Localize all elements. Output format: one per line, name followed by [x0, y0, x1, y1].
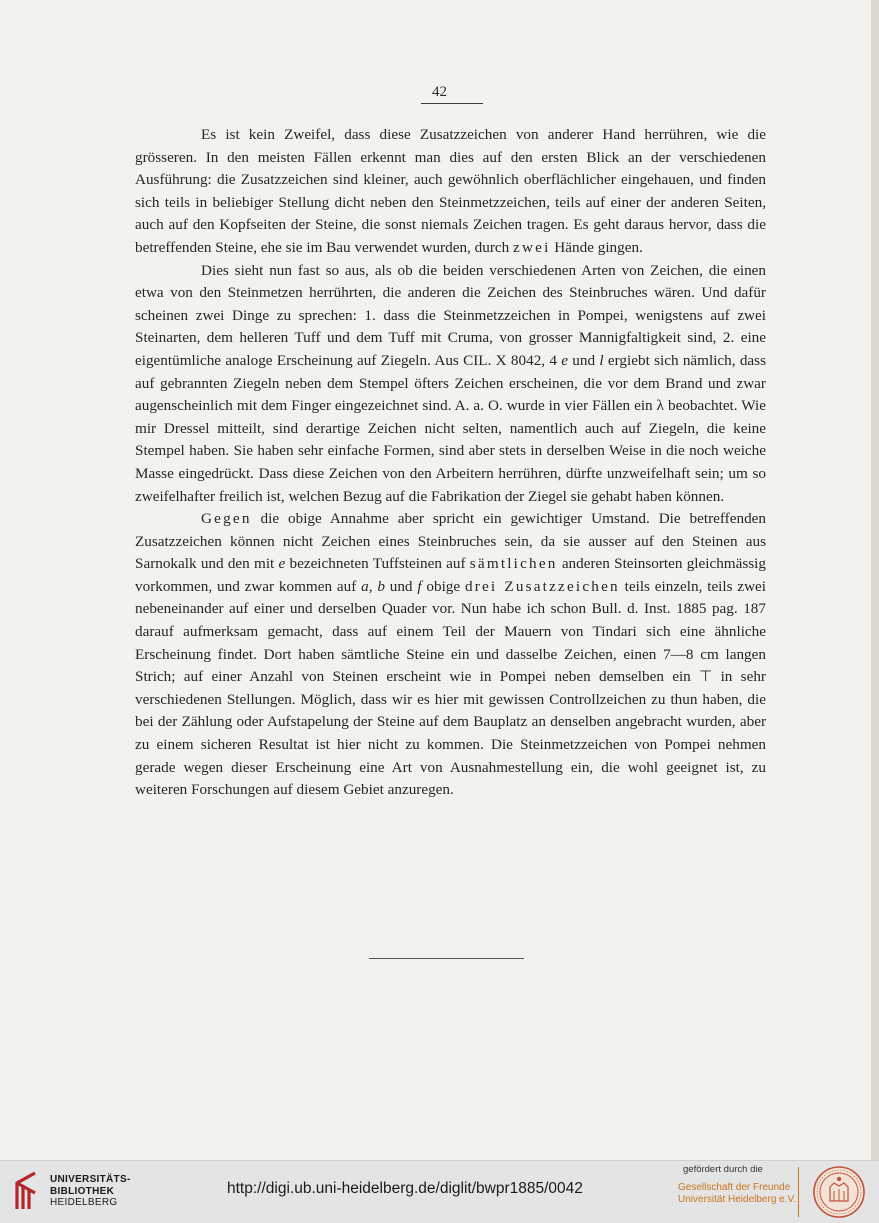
page-number: 42 [432, 84, 447, 100]
library-name-line-1: UNIVERSITÄTS- [50, 1174, 131, 1185]
library-name [50, 1174, 131, 1209]
italic-term: b [377, 577, 385, 595]
sponsor-label: gefördert durch die [683, 1164, 763, 1175]
end-rule [369, 958, 524, 959]
sponsor-name [678, 1182, 796, 1206]
library-logo-icon [9, 1169, 41, 1213]
italic-term: l [599, 351, 604, 369]
footer-divider [798, 1167, 799, 1217]
italic-term: a [361, 577, 369, 595]
spaced-emphasis: drei Zusatzzeichen [464, 577, 620, 595]
italic-term: e [278, 555, 286, 573]
paragraph-1: Es ist kein Zweifel, dass diese Zusatzzeichen von anderer Hand herrühren, wie die grösseren. In den meisten Fällen erkennt man dies auf den ersten Blick an der verschiedenen Ausführung: die Zusatzzeichen sind kleiner, auch gewöhnlich oberflächlicher eingehauen, und finden sich teils in beliebiger Stellung dicht neben den Steinmetzzeichen, teils auf einer der anderen Seiten, auch auf den Kopfseiten der Steine, die sonst niemals Zeichen tragen. Es geht daraus hervor, dass die betreffenden Steine, ehe sie im Bau verwendet wurden, durch zwei Hände gingen. [135, 126, 766, 256]
library-name-line-3: HEIDELBERG [50, 1197, 118, 1208]
paragraph-2: Dies sieht nun fast so aus, als ob die beiden verschiedenen Arten von Zeichen, die einen etwa von den Steinmetzen herrührten, die anderen die Zeichen des Steinbruches wären. Und dafür scheinen zwei Dinge zu sprechen: 1. dass die Steinmetzzeichen in Pompei, wenigstens auf zwei Steinarten, dem helleren Tuff und dem Tuff mit Cruma, von grosser Mannigfaltigkeit sind, 2. eine eigentümliche analoge Erscheinung auf Ziegeln. Aus CIL. X 8042, 4 e und l ergiebt sich nämlich, dass auf gebrannten Ziegeln neben dem Stempel öfters Zeichen erscheinen, die vor dem Brand und zwar augenscheinlich mit dem Finger eingezeichnet sind. A. a. O. wurde in vier Fällen ein λ beobachtet. Wie mir Dressel mitteilt, sind derartige Zeichen nicht selten, namentlich auch auf Ziegeln, die keine Stempel haben. Sie haben sehr einfache Formen, sind aber stets in derselben Weise in die noch weiche Masse eingedrückt. Dass diese Zeichen von den Arbeitern herrühren, dürfte unzweifelhaft sein; um so zweifelhafter freilich ist, welchen Bezug auf die Fabrikation der Ziegel sie gehabt haben können. [135, 261, 766, 505]
spaced-emphasis: sämtlichen [469, 555, 558, 573]
sponsor-name-line-1: Gesellschaft der Freunde [678, 1182, 791, 1193]
library-name-line-2: BIBLIOTHEK [50, 1185, 115, 1197]
italic-term: f [417, 577, 422, 595]
spaced-emphasis: Gegen [201, 510, 252, 528]
footer-bar [0, 1160, 879, 1223]
sponsor-name-line-2: Universität Heidelberg e.V. [678, 1194, 797, 1205]
paragraph-3: Gegen die obige Annahme aber spricht ein gewichtiger Umstand. Die betreffenden Zusatzzeichen können nicht Zeichen eines Steinbruches sein, da sie ausser auf den Steinen aus Sarnokalk und den mit e bezeichneten Tuffsteinen auf sämtlichen anderen Steinsorten gleichmässig vorkommen, und zwar kommen auf a, b und f obige drei Zusatzzeichen teils einzeln, teils zwei nebeneinander auf einer und derselben Quader vor. Nun habe ich schon Bull. d. Inst. 1885 pag. 187 darauf aufmerksam gemacht, dass auf einem Teil der Mauern von Tindari sich eine ähnliche Erscheinung findet. Dort haben sämtliche Steine ein und dasselbe Zeichen, einen 7—8 cm langen Strich; auf einer Anzahl von Steinen erscheint wie in Pompei neben demselben ein ⊤ in sehr verschiedenen Stellungen. Möglich, dass wir es hier mit gewissen Controllzeichen zu thun haben, die bei der Zählung oder Aufstapelung der Steine auf dem Bauplatz an denselben angebracht wurden, aber zu einem sicheren Resultat ist hier nicht zu kommen. Die Steinmetzzeichen von Pompei nehmen gerade wegen dieser Erscheinung eine Art von Ausnahmestellung ein, die wohl geeignet ist, zu weiteren Forschungen auf diesem Gebiet anzuregen. [135, 510, 767, 799]
body-text [135, 124, 766, 802]
spaced-emphasis: zwei [513, 238, 551, 256]
page-number-rule [421, 103, 483, 104]
permalink-url[interactable]: http://digi.ub.uni-heidelberg.de/diglit/bwpr1885/0042 [227, 1180, 583, 1197]
university-seal-icon [812, 1165, 866, 1219]
italic-term: e [561, 351, 569, 369]
